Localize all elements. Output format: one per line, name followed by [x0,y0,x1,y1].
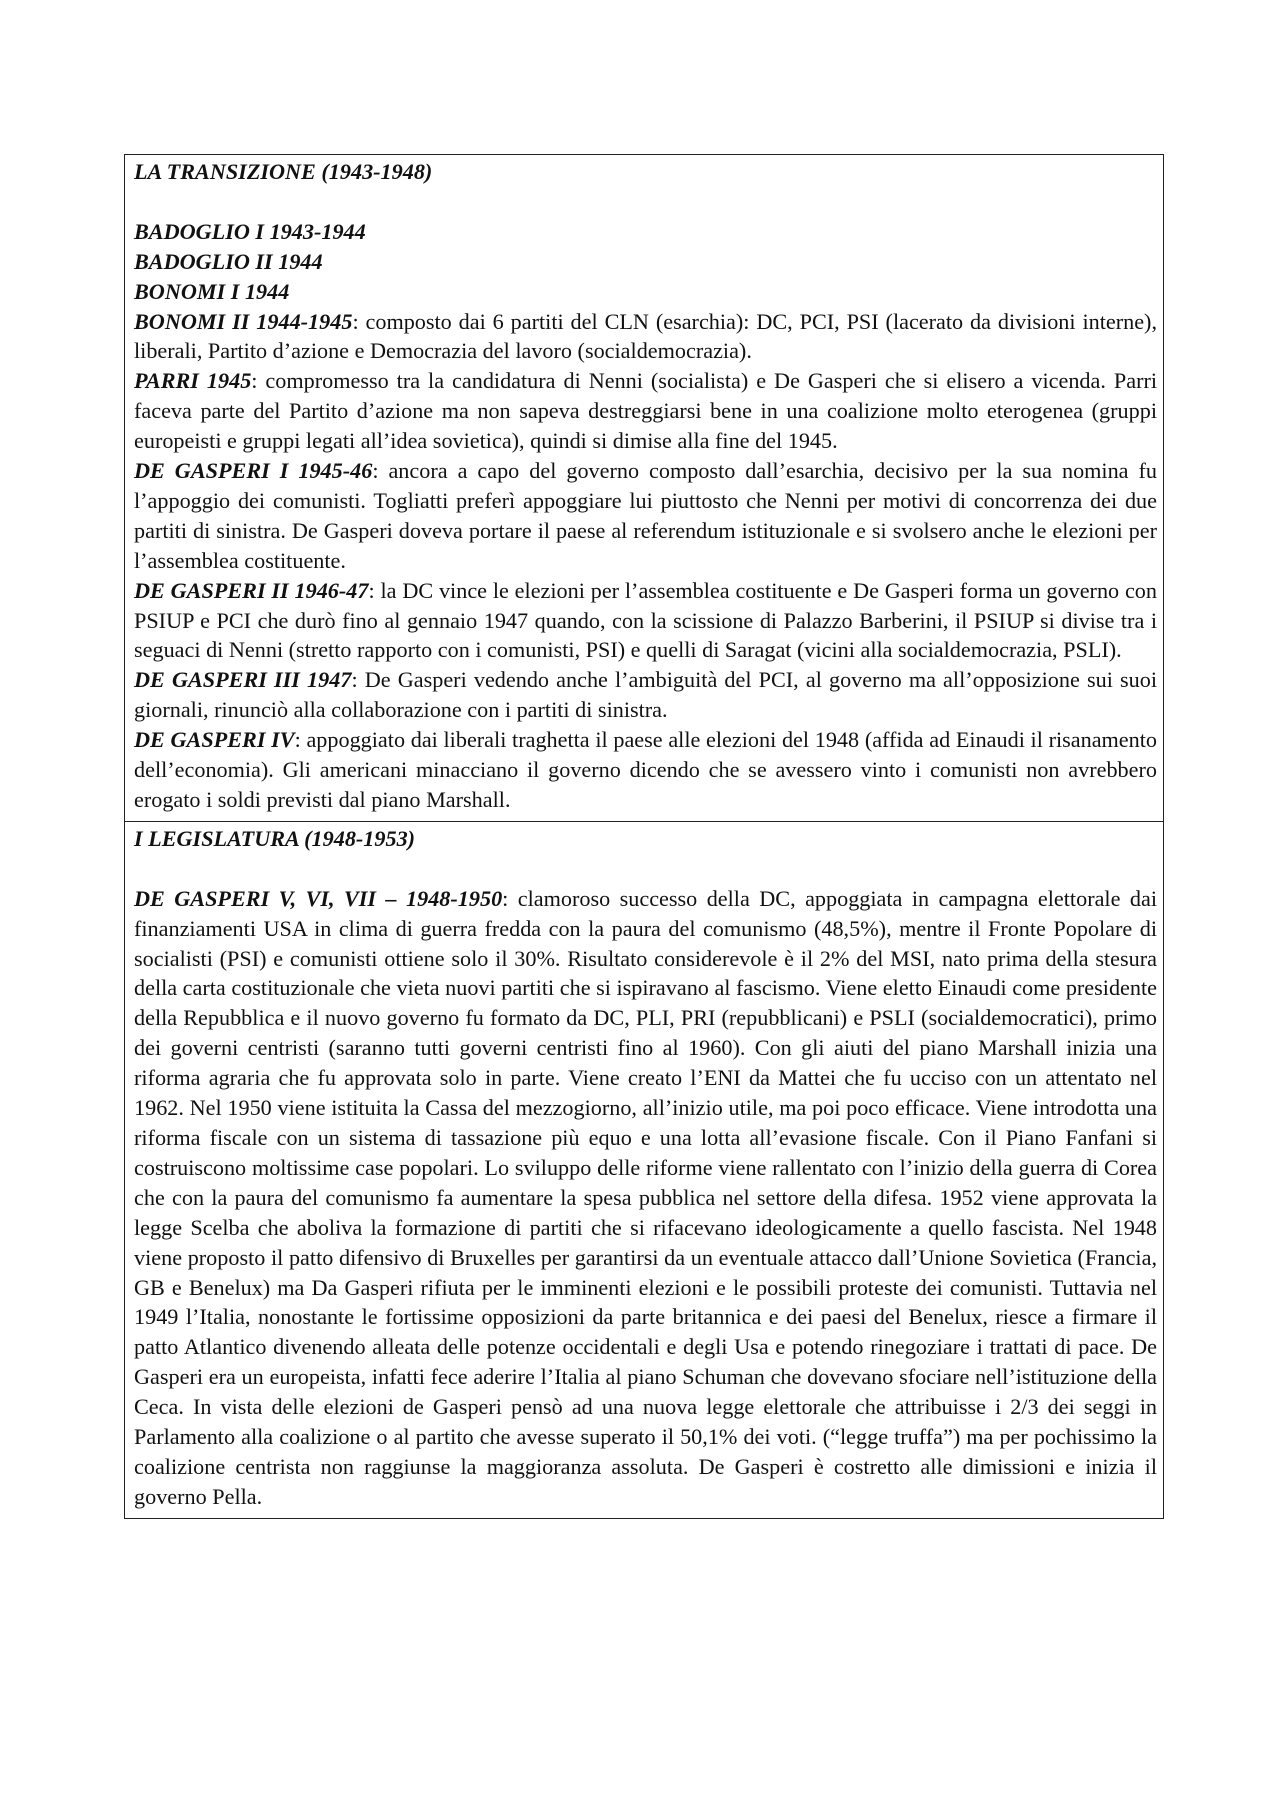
government-description: : compromesso tra la candidatura di Nenni (socialista) e De Gasperi che si elisero a vicenda. Parri faceva parte del Partito d’azione ma non sapeva destreggiarsi bene in una coalizione molto eterogenea (gruppi europeisti e gruppi legati all’idea sovietica), quindi si dimise alla fine del 1945. [134,368,1158,454]
government-name: DE GASPERI I 1945-46 [134,458,373,484]
section-title: I LEGISLATURA (1948-1953) [134,825,416,851]
government-entry [134,884,1157,1512]
government-description: : appoggiato dai liberali traghetta il paese alle elezioni del 1948 (affida ad Einaudi il risanamento dell’economia). Gli americani minacciano il governo dicendo che se avessero vinto i comunisti non avrebbero erogato i soldi previsti dal piano Marshall. [134,727,1158,813]
section-transizione [125,155,1163,821]
government-entry [134,725,1157,815]
government-entry [134,456,1157,576]
government-description: : clamoroso successo della DC, appoggiata in campagna elettorale dai finanziamenti USA in clima di guerra fredda con la paura del comunismo (48,5%), mentre il Fronte Popolare di socialisti (PSI) e comunisti ottiene solo il 30%. Risultato considerevole è il 2% del MSI, nato prima della stesura della carta costituzionale che vieta nuovi partiti che si ispiravano al fascismo. Viene eletto Einaudi come presidente della Repubblica e il nuovo governo fu formato da DC, PLI, PRI (repubblicani) e PSLI (socialdemocratici), primo dei governi centristi (saranno tutti governi centristi fino al 1960). Con gli aiuti del piano Marshall inizia una riforma agraria che fu approvata solo in parte. Viene creato l’ENI da Mattei che fu ucciso con un attentato nel 1962. Nel 1950 viene istituita la Cassa del mezzogiorno, all’inizio utile, ma poi poco efficace. Viene introdotta una riforma fiscale con un sistema di tassazione più equo e una lotta all’evasione fiscale. Con il Piano Fanfani si costruiscono moltissime case popolari. Lo sviluppo delle riforme viene rallentato con l’inizio della guerra di Corea che con la paura del comunismo fa aumentare la spesa pubblica nel settore della difesa. 1952 viene approvata la legge Scelba che aboliva la formazione di partiti che si rifacevano ideologicamente a quello fascista. Nel 1948 viene proposto il patto difensivo di Bruxelles per garantirsi da un eventuale attacco dall’Unione Sovietica (Francia, GB e Benelux) ma Da Gasperi rifiuta per le imminenti elezioni e le possibili proteste dei comunisti. Tuttavia nel 1949 l’Italia, nonostante le fortissime opposizioni da parte britannica e dei paesi del Benelux, riesce a firmare il patto Atlantico divenendo alleata delle potenze occidentali e degli Usa e potendo rinegoziare i trattati di pace. De Gasperi era un europeista, infatti fece aderire l’Italia al piano Schuman che dovevano sfociare nell’istituzione della Ceca. In vista delle elezioni de Gasperi pensò ad una nuova legge elettorale che attribuisse i 2/3 dei seggi in Parlamento alla coalizione o al partito che avesse superato il 50,1% dei voti. (“legge truffa”) ma per pochissimo la coalizione centrista non raggiunse la maggioranza assoluta. De Gasperi è costretto alle dimissioni e inizia il governo Pella. [134,885,1157,1509]
government-name: BADOGLIO II 1944 [134,248,323,274]
government-description: : De Gasperi vedendo anche l’ambiguità del PCI, al governo ma all’opposizione sui suoi giornali, rinunciò alla collaborazione con i partiti di sinistra. [134,667,1157,723]
government-entry [134,665,1157,725]
government-name: BADOGLIO I 1943-1944 [134,218,366,244]
government-name: PARRI 1945 [134,368,252,394]
government-name: BONOMI II 1944-1945 [134,308,353,334]
history-table [124,154,1164,1519]
government-entry [134,247,1157,277]
government-name: BONOMI I 1944 [134,278,290,304]
government-name: DE GASPERI IV [134,727,295,753]
government-description: : la DC vince le elezioni per l’assemblea costituente e De Gasperi forma un governo con PSIUP e PCI che durò fino al gennaio 1947 quando, con la scissione di Palazzo Barberini, il PSIUP si divise tra i seguaci di Nenni (stretto rapporto con i comunisti, PSI) e quelli di Saragat (vicini alla socialdemocrazia, PSLI). [134,577,1157,663]
government-entry [134,576,1157,666]
section-legislatura-1 [125,821,1163,1518]
government-description: : ancora a capo del governo composto dall’esarchia, decisivo per la sua nomina fu l’appoggio dei comunisti. Togliatti preferì appoggiare lui piuttosto che Nenni per motivi di concorrenza dei due partiti di sinistra. De Gasperi doveva portare il paese al referendum istituzionale e si svolsero anche le elezioni per l’assemblea costituente. [134,458,1157,573]
government-name: DE GASPERI III 1947 [134,667,352,693]
government-entry [134,277,1157,307]
government-name: DE GASPERI V, VI, VII – 1948-1950 [134,885,503,911]
government-entry [134,366,1157,456]
government-name: DE GASPERI II 1946-47 [134,577,369,603]
government-entry [134,307,1157,367]
section-title: LA TRANSIZIONE (1943-1948) [134,159,433,184]
government-description: : composto dai 6 partiti del CLN (esarchia): DC, PCI, PSI (lacerato da divisioni interne), liberali, Partito d’azione e Democrazia del lavoro (socialdemocrazia). [134,308,1157,364]
government-entry [134,217,1157,247]
